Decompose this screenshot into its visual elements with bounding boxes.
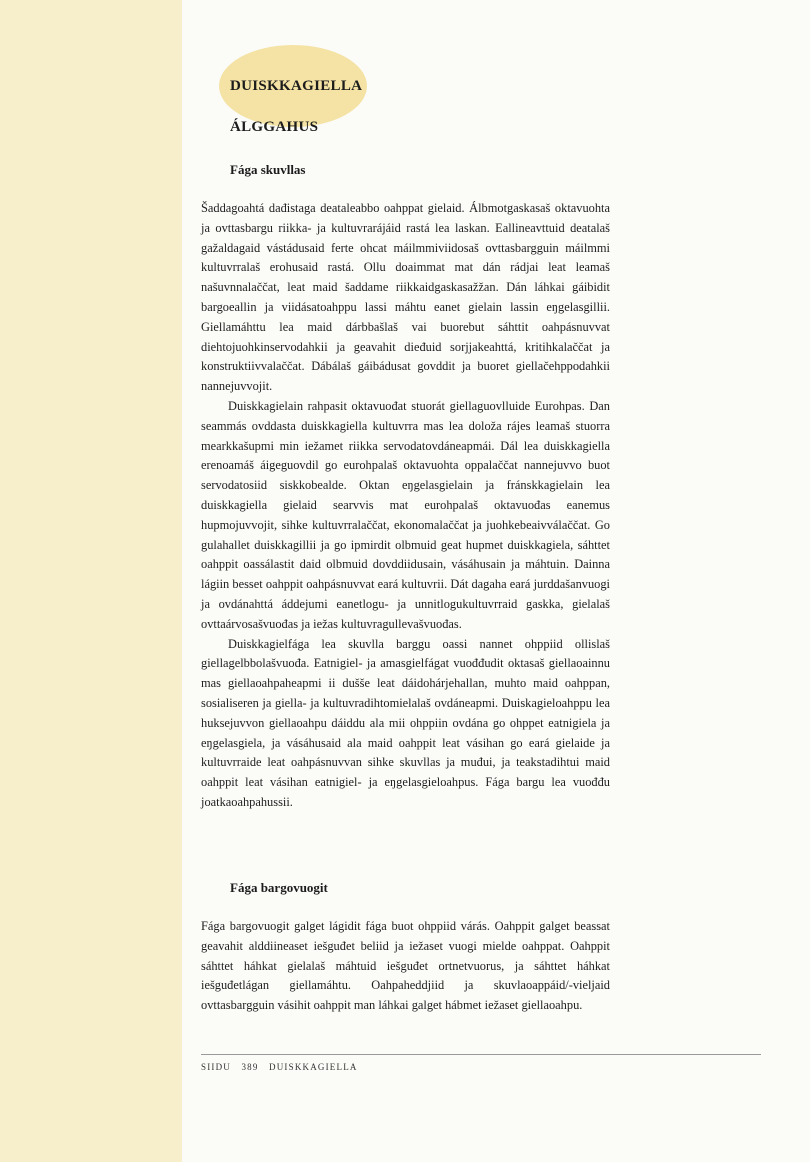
section-heading-2: Fága bargovuogit [230, 880, 328, 895]
section-body-2 [201, 917, 610, 1016]
footer-subject: DUISKKAGIELLA [269, 1062, 358, 1072]
footer-page-number: 389 [241, 1062, 259, 1072]
footer-page-label: SIIDU [201, 1062, 231, 1072]
section-heading-1: Fága skuvllas [230, 162, 306, 177]
subject-title: DUISKKAGIELLA [230, 78, 363, 94]
paragraph: Fága bargovuogit galget lágidit fága buot ohppiid várás. Oahppit galget beassat geavahit alddiineaset iešguđet beliid ja iežaset vuogi mielde oahppat. Oahppit sáhttet háhkat gielalaš máhtuid iešguđet ortnetvuorus, ja sáhttet háhkat iešguđetlágan giellamáhtu. Oahpaheddjiid ja skuvlaoappáid/-vieljaid ovttasbargguin vásihit oahppit man láhkai galget hábmet iežaset giellaoahpu. [201, 919, 610, 1013]
footer-divider [201, 1054, 761, 1055]
margin-stripe [0, 0, 182, 1162]
section-title: ÁLGGAHUS [230, 119, 319, 135]
paragraph: Duiskkagielfága lea skuvlla barggu oassi nannet ohppiid ollislaš giellagelbbolašvuođa. Eatnigiel- ja amasgielfágat vuođđudit oktasaš giellaoainnu mas giellaoahpaheapmi ii dušše leat dáidohárjehallan, muhto maid oahppan, sosialiseren ja giella- ja kultuvradihtomielalaš ovdáneapmi. Duiskagieloahppu lea huksejuvvon giellaoahpu dáiddu ala mii ohppiin ovdána go ohppet eatnigiela ja eŋgelasgiela, ja vásáhusaid ala maid oahppit leat vásihan go eará gielaide ja kultuvrraide leat oahpásnuvvan sihke skuvllas ja muđui, ja teakstadihtui maid oahppit leat vásihan eatnigiel- ja eŋgelasgieloahpus. Fága bargu lea vuođđu joatkaoahpahussii. [201, 636, 610, 809]
paragraph: Duiskkagielain rahpasit oktavuođat stuorát giellaguovlluide Eurohpas. Dan seammás ovddasta duiskkagiella kultuvrra mas lea doloža rájes leamaš stuorra mearkkašupmi min iežamet riikka servodatovdáneapmái. Dál lea duiskkagiella erenoamáš áigeguovdil go eurohpalaš oktavuohta oppalaččat nannejuvvo buot servodatosiid siskkobealde. Oktan eŋgelasgielain ja fránskkagielain lea duiskkagiella gielaid searvvis mat eurohpalaš oktavuođas eanemus hupmojuvvojit, sihke kultuvrralaččat, ekonomalaččat ja juohkebeaivválaččat. Go gulahallet duiskkagillii ja go ipmirdit olbmuid geat hupmet duiskkagiela, sáhttet oahppit oassálastit daid olbmuid dovddiidusain, vásáhusain ja máhtuin. Dainna lágiin besset oahppit oahpásnuvvat eará kultuvrii. Dát dagaha eará jurddašanvuogi ja ovdánahttá áddejumi eanetlogu- ja unnitlogukultuvrraid gaskka, gielalaš ovttaárvosašvuođas ja iežas kultuvragullevašvuođas. [201, 398, 610, 631]
section-body-1 [201, 199, 610, 813]
page-footer [201, 1062, 365, 1072]
paragraph: Šaddagoahtá dađistaga deataleabbo oahppat gielaid. Álbmotgaskasaš oktavuohta ja ovttasbargu riikka- ja kultuvrarájáid rastá lea laskan. Eallineavttuid deatalaš gažaldagaid vástádusaid ferte ohcat máilmmiviidosaš ovttasbargguin máilmmi kultuvrralaš erohusaid rastá. Ollu doaimmat mat dán rádjai leat leamaš našuvnnalaččat, leat maid šaddame riikkaidgaskasažžan. Dán láhkai gáibidit bargoeallin ja viidásatoahppu lassi máhtu eanet gielain lassin eŋgelasgillii. Giellamáhttu lea maid dárbbašlaš vai buorebut sáhttit oahpásnuvvat diehtojuohkinservodahkii ja geavahit dieđuid sorjjakeahttá, kritihkalaččat ja konstruktiivvalaččat. Dábálaš gáibádusat govddit ja buoret giellačehppodahkii nannejuvvojit. [201, 201, 610, 394]
